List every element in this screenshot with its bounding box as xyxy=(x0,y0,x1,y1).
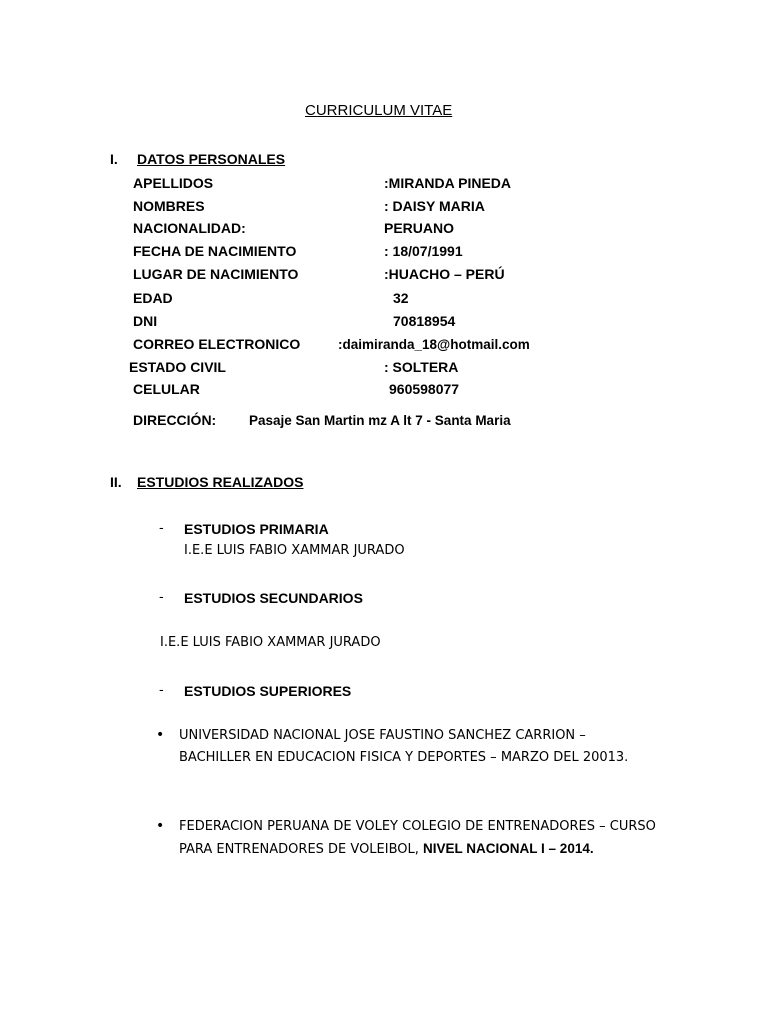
address-label: DIRECCIÓN: xyxy=(133,412,217,428)
field-label-edad: EDAD xyxy=(133,290,173,306)
section2-heading: ESTUDIOS REALIZADOS xyxy=(137,474,304,490)
secundaria-school: I.E.E LUIS FABIO XAMMAR JURADO xyxy=(160,635,381,650)
section1-numeral: I. xyxy=(110,151,118,167)
address-value: Pasaje San Martin mz A lt 7 - Santa Maria xyxy=(249,413,511,428)
page-title: CURRICULUM VITAE xyxy=(305,102,453,119)
field-label-dni: DNI xyxy=(133,313,158,329)
field-value-correo: :daimiranda_18@hotmail.com xyxy=(338,337,530,352)
field-value-nacionalidad: PERUANO xyxy=(384,220,455,236)
superiores-item-1: UNIVERSIDAD NACIONAL JOSE FAUSTINO SANCHEZ CARRION – BACHILLER EN EDUCACION FISICA Y DEPORTES – MARZO DEL 20013. xyxy=(179,728,629,765)
field-value-edad: 32 xyxy=(393,290,409,306)
superiores-bullet-2: • xyxy=(156,818,165,834)
superiores-item-2 xyxy=(179,816,659,861)
field-label-nacionalidad: NACIONALIDAD: xyxy=(133,220,246,236)
superiores-dash: - xyxy=(159,683,164,698)
field-value-dni: 70818954 xyxy=(393,313,456,329)
secundaria-heading: ESTUDIOS SECUNDARIOS xyxy=(184,590,363,606)
field-label-estado-civil: ESTADO CIVIL xyxy=(129,359,226,375)
field-label-fecha-nacimiento: FECHA DE NACIMIENTO xyxy=(133,243,297,259)
field-value-celular: 960598077 xyxy=(389,381,460,397)
superiores-heading: ESTUDIOS SUPERIORES xyxy=(184,683,352,699)
field-label-celular: CELULAR xyxy=(133,381,200,397)
field-label-correo: CORREO ELECTRONICO xyxy=(133,336,301,352)
section1-heading: DATOS PERSONALES xyxy=(137,151,286,167)
section2-numeral: II. xyxy=(110,474,122,490)
superiores-item-2-bold: NIVEL NACIONAL I – 2014. xyxy=(423,841,594,856)
primaria-dash: - xyxy=(159,521,164,536)
field-value-apellidos: :MIRANDA PINEDA xyxy=(384,175,512,191)
field-value-fecha-nacimiento: : 18/07/1991 xyxy=(384,243,463,259)
field-value-estado-civil: : SOLTERA xyxy=(384,359,459,375)
field-label-lugar-nacimiento: LUGAR DE NACIMIENTO xyxy=(133,266,299,282)
superiores-item-2-text: FEDERACION PERUANA DE VOLEY COLEGIO DE ENTRENADORES – CURSO PARA ENTRENADORES DE VOLEIBOL, xyxy=(179,819,656,857)
field-label-nombres: NOMBRES xyxy=(133,198,205,214)
field-value-lugar-nacimiento: :HUACHO – PERÚ xyxy=(384,266,505,282)
field-value-nombres: : DAISY MARIA xyxy=(384,198,485,214)
field-label-apellidos: APELLIDOS xyxy=(133,175,214,191)
primaria-school: I.E.E LUIS FABIO XAMMAR JURADO xyxy=(184,543,405,558)
primaria-heading: ESTUDIOS PRIMARIA xyxy=(184,521,329,537)
secundaria-dash: - xyxy=(159,590,164,605)
superiores-bullet-1: • xyxy=(156,727,165,743)
